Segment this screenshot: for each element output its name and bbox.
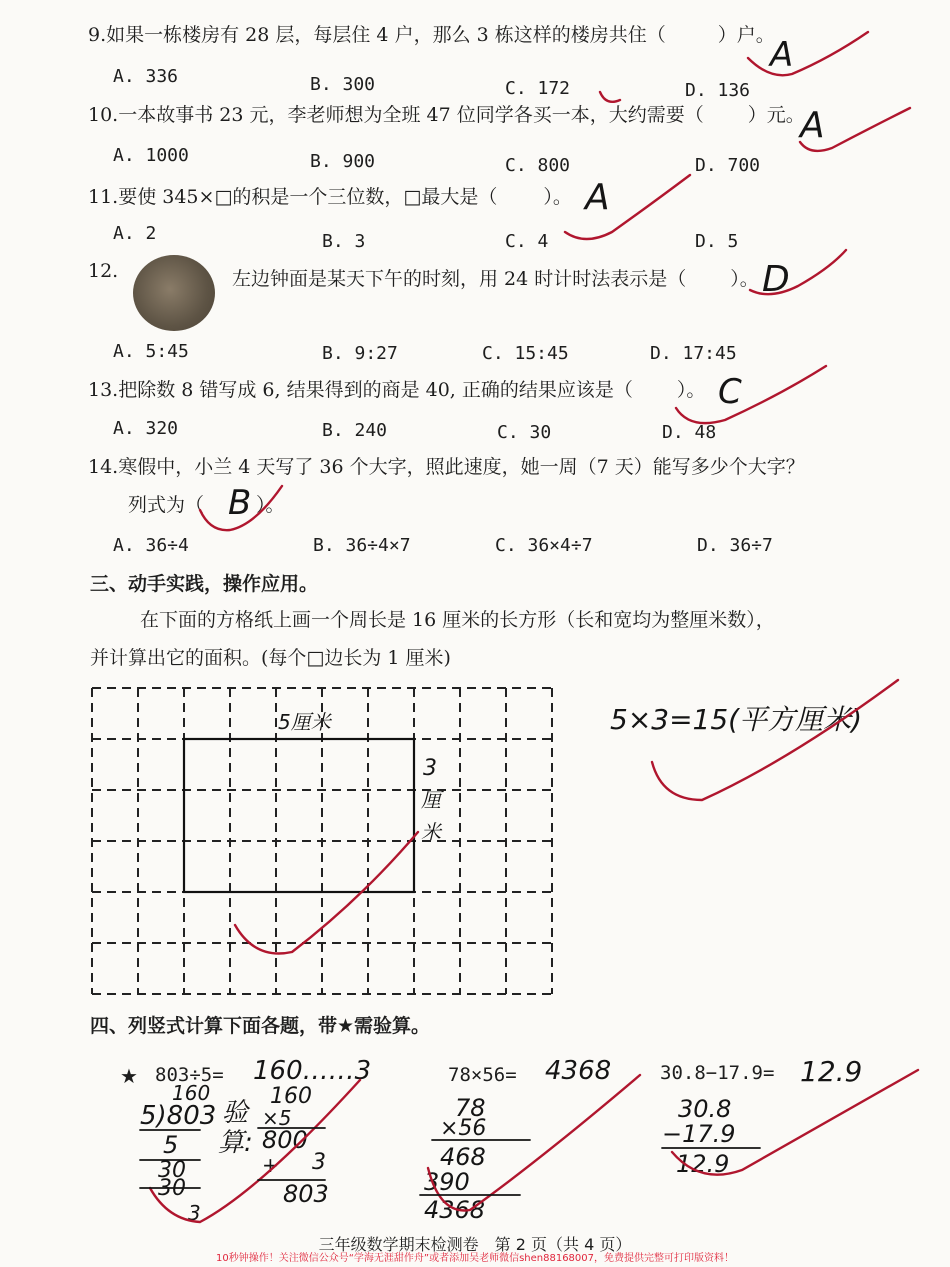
option-14-c: C. 36×4÷7: [495, 535, 593, 556]
drawn-rectangle: [184, 739, 414, 892]
problem-3: 30.8−17.9=: [660, 1062, 775, 1084]
option-12-c: C. 15:45: [482, 343, 569, 364]
circle-mark-9: [600, 92, 620, 102]
work2-row5: 4368: [424, 1196, 486, 1224]
option-9-c: C. 172: [505, 78, 571, 99]
option-13-b: B. 240: [322, 420, 388, 441]
section-3-para-1: 在下面的方格纸上画一个周长是 16 厘米的长方形（长和宽均为整厘米数），: [140, 609, 775, 631]
option-14-b: B. 36÷4×7: [313, 535, 411, 556]
option-9-d: D. 136: [685, 80, 751, 101]
option-9-a: A. 336: [113, 66, 179, 87]
question-9: 9.如果一栋楼房有 28 层，每层住 4 户，那么 3 栋这样的楼房共住（ ）户。: [88, 24, 775, 46]
work3-row3: 12.9: [676, 1150, 730, 1178]
option-11-d: D. 5: [695, 231, 739, 252]
work1-check-add: 3: [312, 1150, 326, 1175]
option-13-d: D. 48: [662, 422, 717, 443]
option-10-a: A. 1000: [113, 145, 189, 166]
tick-work3: [672, 1070, 918, 1178]
answer-11: A: [585, 177, 610, 218]
option-10-b: B. 900: [310, 151, 376, 172]
option-9-b: B. 300: [310, 74, 376, 95]
answer-12: D: [762, 259, 790, 300]
tick-work1: [150, 1080, 360, 1225]
answer-14: B: [228, 483, 252, 523]
work1-sub3: 30: [158, 1176, 186, 1201]
page-footer: 三年级数学期末检测卷 第 2 页（共 4 页）: [318, 1235, 632, 1254]
question-14-line2: 列式为（ ）。: [128, 494, 285, 516]
section-3-heading: 三、动手实践，操作应用。: [90, 573, 319, 595]
option-14-a: A. 36÷4: [113, 535, 189, 556]
tick-work2: [428, 1075, 640, 1210]
section-4-heading: 四、列竖式计算下面各题，带★需验算。: [90, 1015, 431, 1037]
option-14-d: D. 36÷7: [697, 535, 773, 556]
work2-row2: ×56: [440, 1116, 487, 1141]
option-12-b: B. 9:27: [322, 343, 398, 364]
hw-width-label-3: 3: [423, 756, 437, 781]
pen-marks: [140, 32, 918, 1225]
option-10-d: D. 700: [695, 155, 761, 176]
tick-13: [676, 366, 826, 423]
work2-row4: 390: [424, 1168, 470, 1196]
work3-row2: −17.9: [662, 1120, 736, 1148]
work2-row3: 468: [440, 1143, 486, 1171]
problem-2: 78×56=: [448, 1064, 517, 1086]
work1-division: 5)803: [140, 1101, 217, 1131]
answer-10: A: [800, 105, 825, 146]
problem-2-answer: 4368: [545, 1056, 612, 1086]
option-10-c: C. 800: [505, 155, 571, 176]
work1-check-m2: ×5: [262, 1106, 292, 1130]
work3-row1: 30.8: [678, 1095, 732, 1123]
hw-width-label-li: 厘: [421, 788, 441, 812]
question-13: 13.把除数 8 错写成 6, 结果得到的商是 40, 正确的结果应该是（ ）。: [88, 379, 706, 401]
work1-check-m3: 800: [262, 1126, 308, 1154]
work2-row1: 78: [455, 1094, 486, 1122]
answer-9: A: [770, 35, 794, 75]
tick-14: [200, 483, 282, 530]
option-12-a: A. 5:45: [113, 341, 189, 362]
work1-sub2: 30: [158, 1158, 186, 1183]
question-10: 10.一本故事书 23 元，李老师想为全班 47 位同学各买一本，大约需要（ ）元。: [88, 104, 805, 126]
section-3-para-2: 并计算出它的面积。(每个□边长为 1 厘米): [90, 647, 451, 669]
work1-check-m1: 160: [270, 1084, 312, 1109]
answer-13: C: [718, 372, 742, 412]
tick-9: [748, 32, 868, 75]
hw-width-label-mi: 米: [421, 820, 441, 844]
question-11: 11.要使 345×□的积是一个三位数，□最大是（ ）。: [88, 186, 572, 208]
rectangle-outline: [184, 739, 414, 892]
work1-check-total: 803: [283, 1180, 329, 1208]
work1-remainder: 3: [188, 1201, 201, 1225]
dashed-grid: [92, 688, 552, 994]
question-14: 14.寒假中，小兰 4 天写了 36 个大字，照此速度，她一周（7 天）能写多少个大字？: [88, 456, 805, 478]
problem-3-answer: 12.9: [800, 1055, 863, 1088]
tick-12: [750, 250, 846, 294]
tick-11: [565, 175, 690, 239]
work1-check-label-2: 算:: [218, 1128, 253, 1158]
option-11-a: A. 2: [113, 223, 157, 244]
star-icon: ★: [120, 1064, 138, 1088]
work1-check-label-1: 验: [222, 1098, 249, 1128]
hw-length-label: 5厘米: [278, 710, 331, 734]
tick-area: [652, 680, 898, 800]
option-11-b: B. 3: [322, 231, 366, 252]
option-12-d: D. 17:45: [650, 343, 737, 364]
option-11-c: C. 4: [505, 231, 549, 252]
work1-quotient: 160: [172, 1081, 211, 1105]
hw-area-answer: 5×3=15(平方厘米): [610, 703, 863, 736]
work1-sub1: 5: [163, 1131, 179, 1159]
watermark-notice: 10秒钟操作！关注微信公众号“学海无涯甜作舟”或者添加吴老师微信shen88168007，免费提供完整可打印版资料！: [215, 1253, 735, 1264]
option-13-c: C. 30: [497, 422, 552, 443]
tick-10: [800, 105, 910, 151]
work1-check-plus: +: [262, 1153, 279, 1177]
problem-1-answer: 160……3: [253, 1056, 372, 1086]
question-12: 左边钟面是某天下午的时刻，用 24 时计时法表示是（ ）。: [232, 268, 759, 290]
option-13-a: A. 320: [113, 418, 179, 439]
question-12-num: 12.: [88, 260, 119, 282]
problem-1: 803÷5=: [155, 1064, 224, 1086]
